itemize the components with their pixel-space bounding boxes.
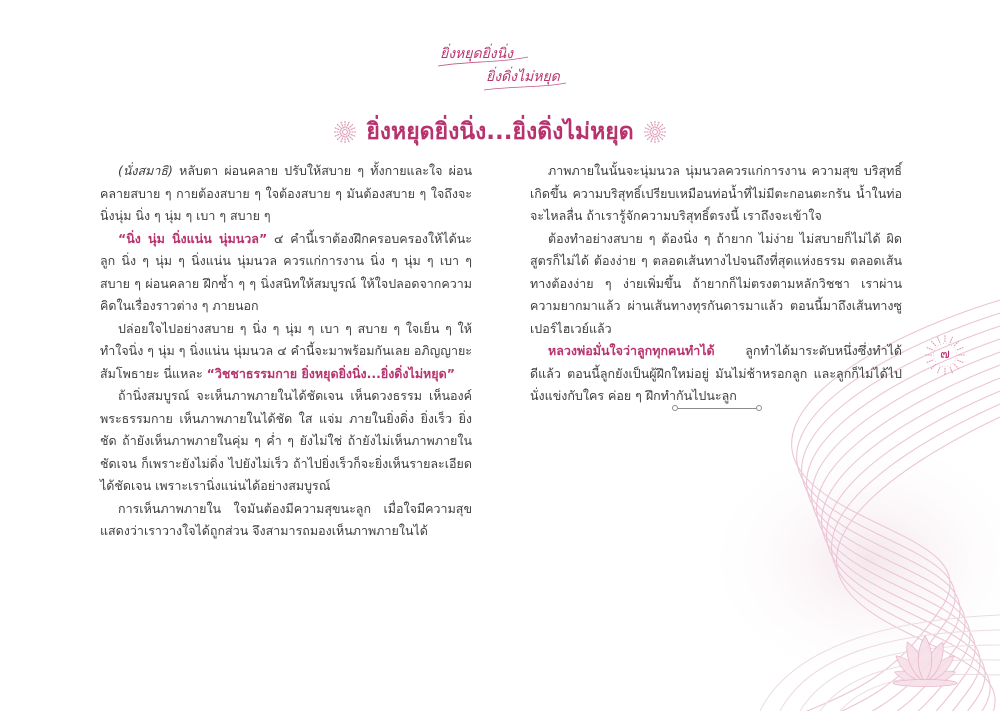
paragraph	[100, 498, 472, 543]
paragraph-text: ลูกทำได้มาระดับหนึ่งซึ่งทำได้ดีแล้ว ตอนนี้ลูกยังเป็นผู้ฝึกใหม่อยู่ มันไม่ช้าหรอกลูก และลูกก็ไม่ได้ไปนั่งแข่งกับใคร ค่อย ๆ ฝึกทำกันไปนะลูก	[530, 343, 902, 403]
chapter-title-row	[0, 114, 1000, 150]
paragraph	[100, 385, 472, 498]
paragraph-text: ภาพภายในนั้นจะนุ่มนวล นุ่มนวลควรแก่การงาน ความสุข บริสุทธิ์เกิดขึ้น ความบริสุทธิ์เปรียบเหมือนท่อน้ำที่ไม่มีตะกอนตะกรัน น้ำในท่อจะไหลลื่น ถ้าเรารู้จักความบริสุทธิ์ตรงนี้ เราถึงจะเข้าใจ	[530, 163, 902, 223]
divider-dot-right	[756, 405, 762, 411]
paragraph	[530, 160, 902, 228]
divider-line	[678, 408, 756, 409]
lotus-icon	[880, 612, 970, 692]
page-number-badge	[922, 332, 968, 378]
italic-lead-in: (นั่งสมาธิ)	[118, 163, 173, 178]
paragraph	[530, 228, 902, 341]
paragraph-text: ๔ คำนี้เราต้องฝึกครอบครองให้ได้นะลูก นิ่ง ๆ นุ่ม ๆ นิ่งแน่น นุ่มนวล ควรแก่การงาน นิ่ง ๆ นุ่ม ๆ เบา ๆ สบาย ๆ ผ่อนคลาย ฝึกซ้ำ ๆ ๆ นิ่งสนิทให้สมบูรณ์ ให้ใจปลอดจากความคิดในเรื่องราวต่าง ๆ ภายนอก	[100, 230, 472, 313]
paragraph	[100, 318, 472, 386]
sunburst-right-icon	[642, 119, 668, 145]
logo-line-2: ยิ่งดิ่งไม่หยุด	[486, 69, 560, 85]
logo-line-1: ยิ่งหยุดยิ่งนิ่ง	[440, 46, 514, 62]
chapter-title: ยิ่งหยุดยิ่งนิ่ง...ยิ่งดิ่งไม่หยุด	[366, 119, 634, 145]
paragraph-text: ต้องทำอย่างสบาย ๆ ต้องนิ่ง ๆ ถ้ายาก ไม่ง่าย ไม่สบายก็ไม่ได้ ผิดสูตรก็ไม่ได้ ต้องง่าย ๆ ตลอดเส้นทางไปจนถึงที่สุดแห่งธรรม ตลอดเส้นทางต้องง่าย ๆ ง่ายเพิ่มขึ้น ถ้ายากก็ไม่ตรงตามหลักวิชชา เราผ่านความยากมาแล้ว ผ่านเส้นทางทุรกันดารมาแล้ว ตอนนี้มาถึงเส้นทางซูเปอร์ไฮเวย์แล้ว	[530, 230, 902, 336]
paragraph-text: การเห็นภาพภายใน ใจมันต้องมีความสุขนะลูก เมื่อใจมีความสุขแสดงว่าเราวางใจได้ถูกส่วน จึงสามารถมองเห็นภาพภายในได้	[100, 500, 472, 538]
paragraph-text: ปล่อยใจไปอย่างสบาย ๆ นิ่ง ๆ นุ่ม ๆ เบา ๆ สบาย ๆ ใจเย็น ๆ ให้ทำใจนิ่ง ๆ นุ่ม ๆ นิ่งแน่น นุ่มนวล ๔ คำนี้จะมาพร้อมกันเลย อภิญญายะ สัมโพธายะ นี่แหละ	[100, 320, 472, 381]
sunburst-left-icon	[332, 119, 358, 145]
left-column	[100, 160, 472, 543]
divider-dot-left	[672, 405, 678, 411]
highlighted-quote: “นิ่ง นุ่ม นิ่งแน่น นุ่มนวล”	[118, 230, 268, 246]
page-number: ๗	[940, 347, 950, 362]
paragraph-text: หลับตา ผ่อนคลาย ปรับให้สบาย ๆ ทั้งกายและใจ ผ่อนคลายสบาย ๆ กายต้องสบาย ๆ ใจต้องสบาย ๆ มันต้องสบาย ๆ ใจถึงจะนิ่งนุ่ม นิ่ง ๆ นุ่ม ๆ เบา ๆ สบาย ๆ	[100, 163, 472, 223]
highlighted-quote: “วิชชาธรรมกาย ยิ่งหยุดยิ่งนิ่ง...ยิ่งดิ่งไม่หยุด”	[206, 365, 455, 381]
lotus-base	[893, 680, 957, 687]
paragraph	[530, 340, 902, 408]
paragraph	[100, 160, 472, 228]
highlighted-phrase: หลวงพ่อมั่นใจว่าลูกทุกคนทำได้	[548, 343, 715, 358]
right-column	[530, 160, 902, 408]
section-divider	[672, 404, 762, 412]
paragraph	[100, 228, 472, 318]
paragraph-text: ถ้านิ่งสมบูรณ์ จะเห็นภาพภายในได้ชัดเจน เห็นดวงธรรม เห็นองค์พระธรรมกาย เห็นภาพภายในได้ชัด ใส แจ่ม ภายในยิ่งดิ่ง ยิ่งเร็ว ยิ่งชัด ถ้ายังเห็นภาพภายในคุ่ม ๆ ค่ำ ๆ ยังไม่ใช่ ถ้ายังไม่เห็นภาพภายในชัดเจน ก็เพราะยังไม่ดิ่ง ไปยังไม่เร็ว ถ้าไปยิ่งเร็วก็จะยิ่งเห็นรายละเอียดได้ชัดเจน เพราะเรานิ่งแน่นได้อย่างสมบูรณ์	[100, 388, 472, 493]
